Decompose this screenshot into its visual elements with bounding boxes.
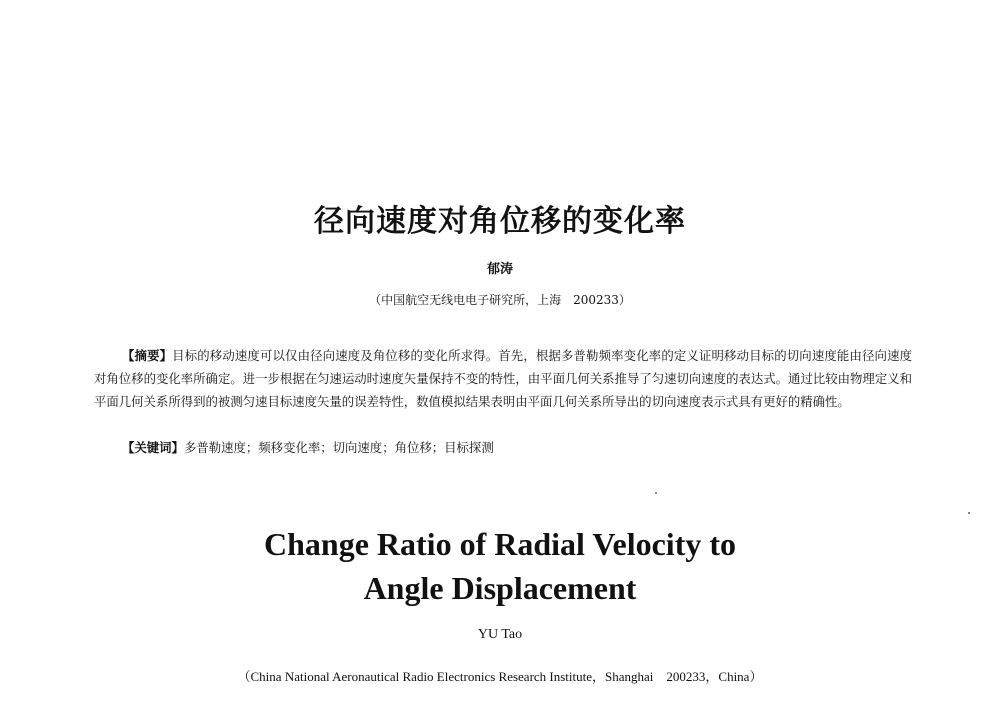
english-title (0, 522, 1000, 610)
keywords-text: 多普勒速度；频移变化率；切向速度；角位移；目标探测 (183, 440, 494, 455)
chinese-keywords (122, 436, 912, 459)
english-author: YU Tao (477, 627, 523, 642)
english-title-line-1: Change Ratio of Radial Velocity to (264, 526, 736, 562)
english-affiliation: （China National Aeronautical Radio Electronics Research Institute，Shanghai 200233，China） (237, 669, 763, 684)
chinese-title: 径向速度对角位移的变化率 (314, 204, 686, 239)
abstract-label: 【摘要】 (122, 348, 173, 363)
abstract-text: 目标的移动速度可以仅由径向速度及角位移的变化所求得。首先，根据多普勒频率变化率的定义证明移动目标的切向速度能由径向速度对角位移的变化率所确定。进一步根据在匀速运动时速度矢量保持不变的特性，由平面几何关系推导了匀速切向速度的表达式。通过比较由物理定义和平面几何关系所得到的被测匀速目标速度矢量的误差特性，数值模拟结果表明由平面几何关系所导出的切向速度表示式具有更好的精确性。 (94, 348, 913, 409)
keywords-label: 【关键词】 (122, 440, 184, 455)
english-title-line-2: Angle Displacement (363, 570, 637, 606)
scan-speck (655, 492, 657, 494)
scan-speck (968, 512, 970, 514)
chinese-author: 郁涛 (486, 262, 513, 277)
chinese-affiliation: （中国航空无线电电子研究所，上海 200233） (369, 293, 631, 307)
chinese-abstract (94, 344, 912, 413)
